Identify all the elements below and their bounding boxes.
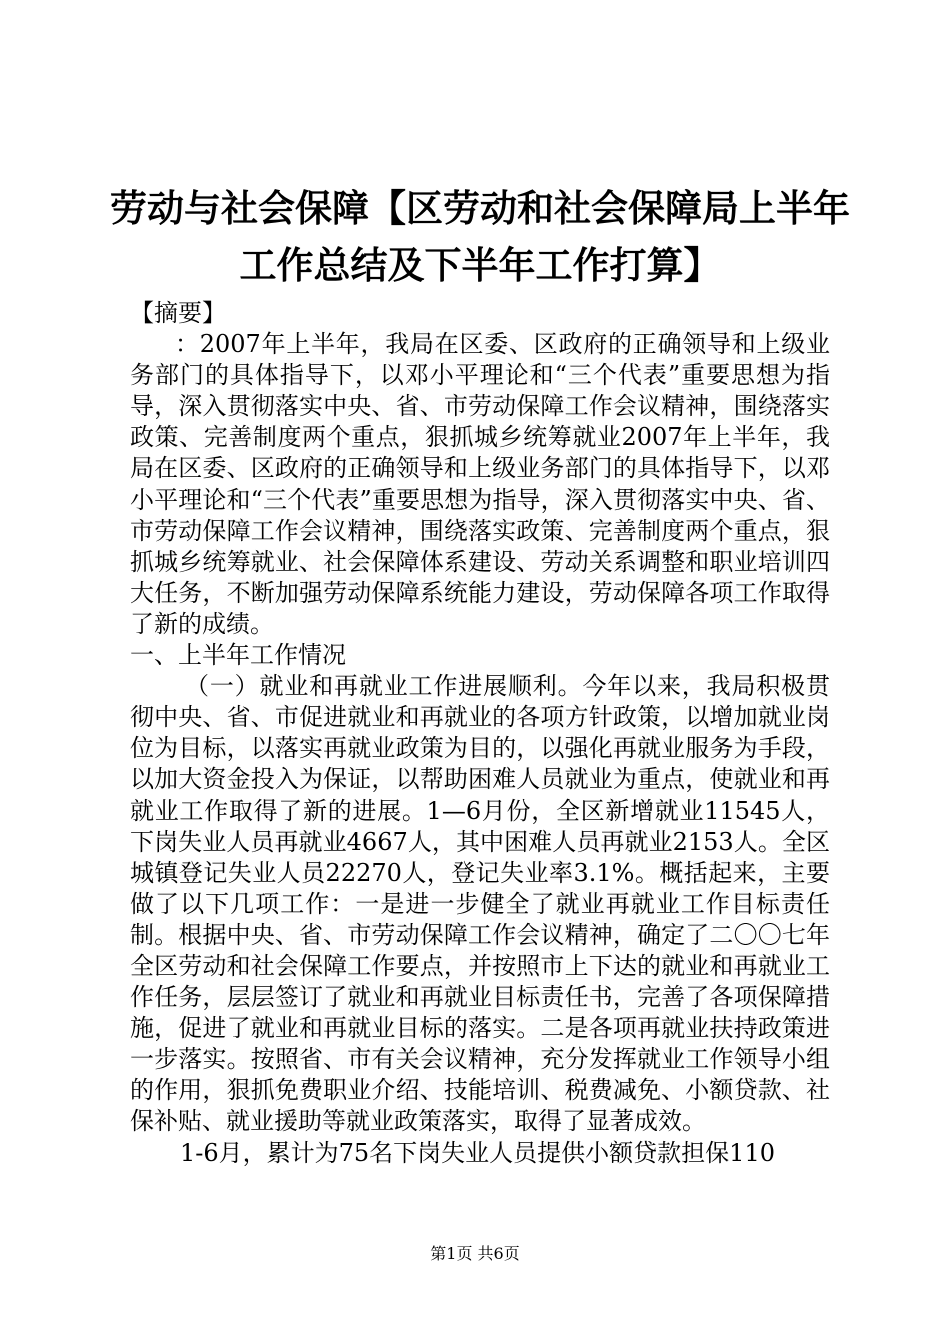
page-footer: 第1页 共6页 [430, 1244, 520, 1263]
section-heading: 一、上半年工作情况 [130, 641, 346, 670]
document-body [130, 298, 830, 1169]
body-paragraph: （一）就业和再就业工作进展顺利。今年以来，我局积极贯彻中央、省、市促进就业和再就业的各项方针政策，以增加就业岗位为目标，以落实再就业政策为目的，以强化再就业服务为手段，以加大资金投入为保证，以帮助困难人员就业为重点，使就业和再就业工作取得了新的进展。1—6月份，全区新增就业11545人，下岗失业人员再就业4667人，其中困难人员再就业2153人。全区城镇登记失业人员22270人，登记失业率3.1%。概括起来，主要做了以下几项工作：一是进一步健全了就业再就业工作目标责任制。根据中央、省、市劳动保障工作会议精神，确定了二〇〇七年全区劳动和社会保障工作要点，并按照市上下达的就业和再就业工作任务，层层签订了就业和再就业目标责任书，完善了各项保障措施，促进了就业和再就业目标的落实。二是各项再就业扶持政策进一步落实。按照省、市有关会议精神，充分发挥就业工作领导小组的作用，狠抓免费职业介绍、技能培训、税费减免、小额贷款、社保补贴、就业援助等就业政策落实，取得了显著成效。 [130, 672, 830, 1136]
body-paragraph-continued: 1-6月，累计为75名下岗失业人员提供小额贷款担保110 [180, 1138, 775, 1167]
document-title-line-1: 劳动与社会保障【区劳动和社会保障局上半年 [110, 186, 850, 230]
document-title-line-2: 工作总结及下半年工作打算】 [239, 243, 721, 287]
abstract-label: 【摘要】 [130, 299, 226, 327]
abstract-paragraph: ：2007年上半年，我局在区委、区政府的正确领导和上级业务部门的具体指导下，以邓小平理论和“三个代表”重要思想为指导，深入贯彻落实中央、省、市劳动保障工作会议精神，围绕落实政策、完善制度两个重点，狠抓城乡统筹就业2007年上半年，我局在区委、区政府的正确领导和上级业务部门的具体指导下，以邓小平理论和“三个代表”重要思想为指导，深入贯彻落实中央、省、市劳动保障工作会议精神，围绕落实政策、完善制度两个重点，狠抓城乡统筹就业、社会保障体系建设、劳动关系调整和职业培训四大任务，不断加强劳动保障系统能力建设，劳动保障各项工作取得了新的成绩。 [130, 330, 830, 638]
